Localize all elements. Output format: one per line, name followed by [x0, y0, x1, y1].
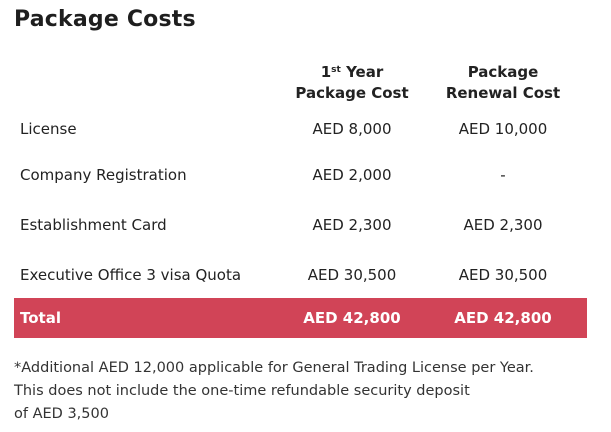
table-row	[14, 262, 587, 288]
column-header-first-year-rest: Year	[340, 63, 384, 81]
row-label: Establishment Card	[20, 216, 167, 234]
column-header-renewal-line1: Package	[467, 63, 539, 81]
row-label: Company Registration	[20, 166, 187, 184]
row-renewal-cost: AED 10,000	[458, 120, 548, 138]
table-row	[14, 162, 587, 188]
table-row	[14, 212, 587, 238]
total-row	[14, 298, 587, 338]
table-row	[14, 116, 587, 142]
row-renewal-cost: AED 2,300	[463, 216, 543, 234]
column-header-first-year-sup: st	[331, 65, 341, 75]
row-first-year-cost: AED 2,000	[312, 166, 392, 184]
row-first-year-cost: AED 2,300	[312, 216, 392, 234]
footnote-line: of AED 3,500	[14, 406, 109, 422]
column-header-renewal	[433, 62, 573, 104]
column-header-first-year	[282, 62, 422, 104]
row-renewal-cost: AED 30,500	[458, 266, 548, 284]
page-title: Package Costs	[14, 7, 196, 32]
column-header-renewal-line2: Renewal Cost	[445, 84, 561, 102]
row-label: License	[20, 120, 77, 138]
total-label: Total	[20, 309, 61, 327]
row-label: Executive Office 3 visa Quota	[20, 266, 242, 284]
row-first-year-cost: AED 8,000	[312, 120, 392, 138]
column-header-first-year-prefix: 1	[320, 63, 332, 81]
total-first-year-cost: AED 42,800	[303, 309, 401, 327]
row-renewal-cost: -	[500, 166, 506, 184]
total-renewal-cost: AED 42,800	[454, 309, 552, 327]
footnote	[14, 357, 604, 426]
footnote-line: This does not include the one-time refundable security deposit	[14, 383, 470, 399]
row-first-year-cost: AED 30,500	[307, 266, 397, 284]
footnote-line: *Additional AED 12,000 applicable for General Trading License per Year.	[14, 360, 534, 376]
column-header-first-year-line2: Package Cost	[295, 84, 409, 102]
